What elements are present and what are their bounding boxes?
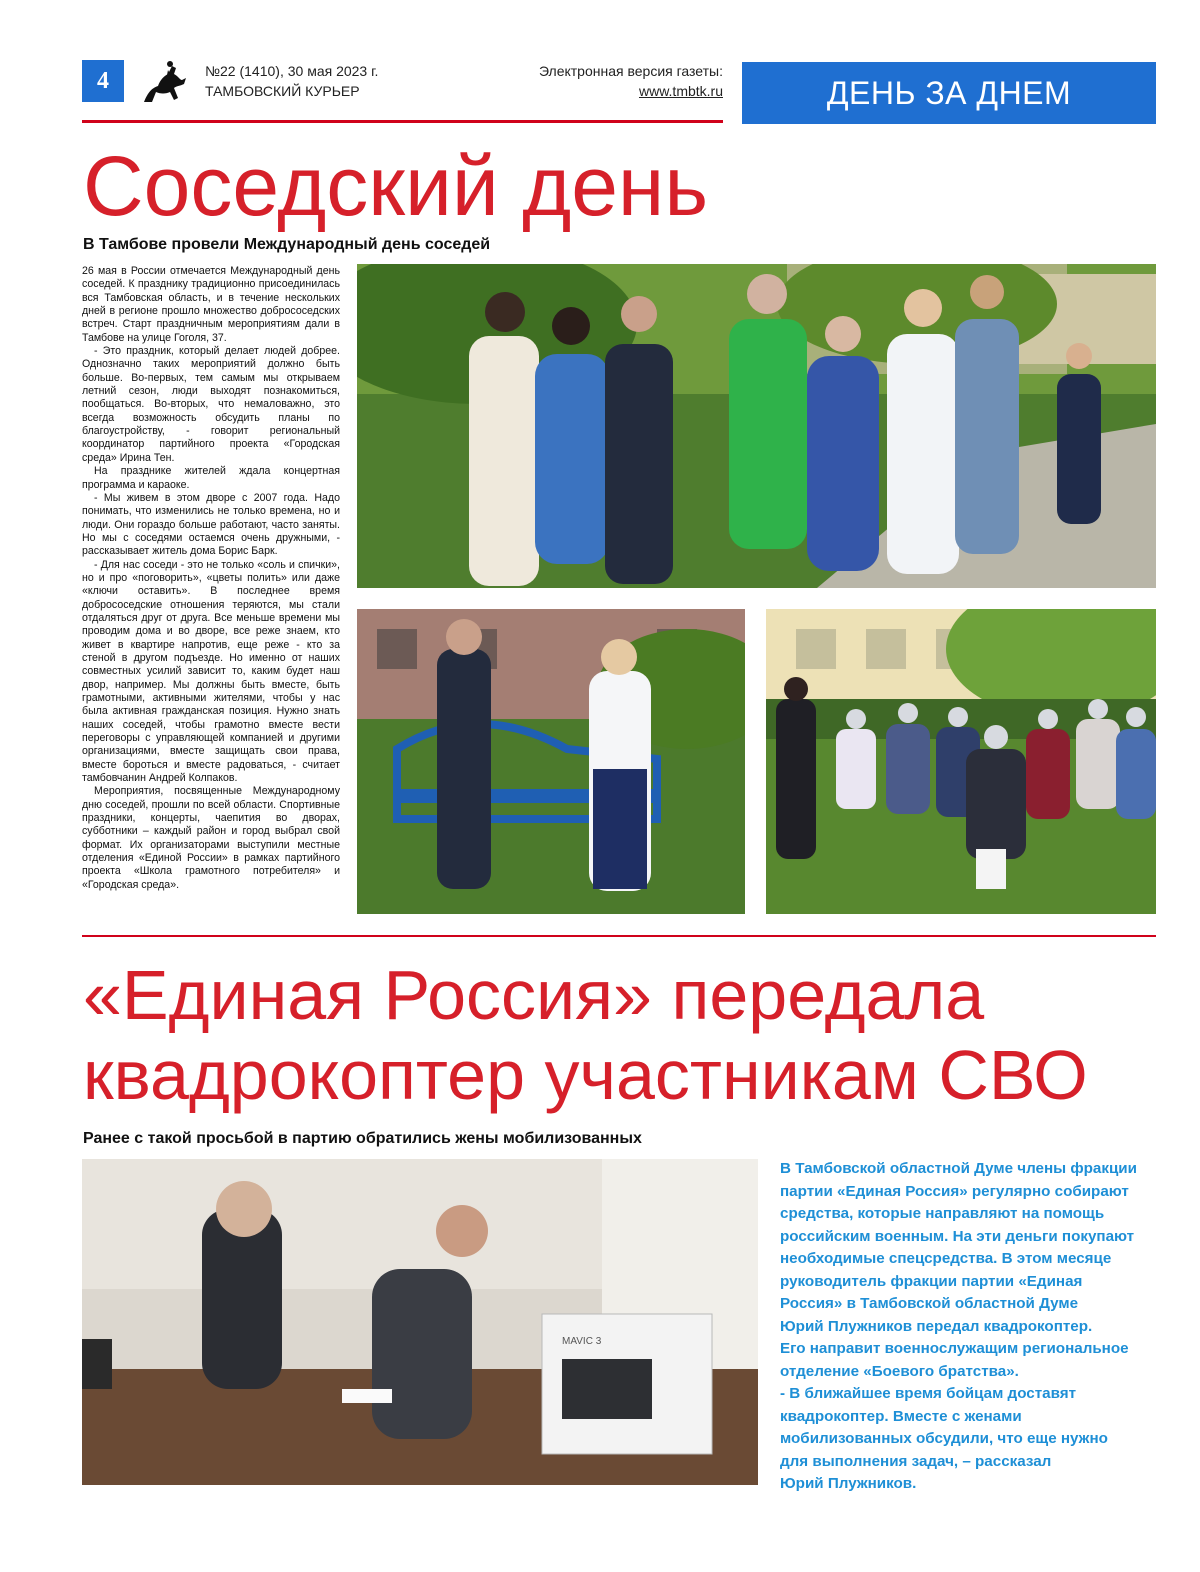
article2-headline-line1: «Единая Россия» передала — [83, 956, 985, 1034]
article2-body-line: Россия» в Тамбовской областной Думе — [780, 1295, 1079, 1312]
article1-paragraph: - Мы живем в этом дворе с 2007 года. Надо понимать, что изменились не только времена, но и люди. Они гораздо больше работают, часто заняты. Но мы с соседями остаемся очень дружными, - рассказывает житель дома Борис Барк. — [82, 491, 340, 558]
article2-body-line: необходимые спецсредства. В этом месяце — [780, 1250, 1112, 1267]
article2-body-line: руководитель фракции партии «Единая — [780, 1272, 1083, 1290]
article1-paragraph: - Это праздник, который делает людей добрее. Однозначно таких мероприятий должно быть больше. Во-первых, тем самым мы открываем летний сезон, люди выходят познакомиться, пообщаться. Во-вторых, что немаловажно, это всегда возможность обсудить планы по благоустройству, - говорит региональный координатор партийного проекта «Городская среда» Ирина Тен. — [82, 345, 340, 464]
article1-paragraph: 26 мая в России отмечается Международный день соседей. К празднику традиционно присоединилась вся Тамбовская область, и в течение нескольких дней в регионе прошло множество добрососедских встреч. Старт праздничным мероприятиям дали в Тамбове на улице Гоголя, 37. — [82, 265, 340, 344]
audience-seated-photo — [766, 609, 1156, 914]
speech-at-bench-photo — [357, 609, 745, 914]
eversion-label: Электронная версия газеты: — [538, 63, 723, 79]
article1-body — [82, 265, 340, 892]
article2-body-line: российским военным. На эти деньги покупают — [780, 1227, 1135, 1245]
section-rubric: ДЕНЬ ЗА ДНЕМ — [742, 62, 1156, 124]
electronic-version — [480, 61, 723, 101]
article2-body-line: средства, которые направляют на помощь — [780, 1205, 1105, 1222]
article1-paragraph: На празднике жителей ждала концертная программа и караоке. — [82, 465, 340, 491]
eversion-link[interactable]: www.tmbtk.ru — [638, 83, 723, 99]
neighbors-group-photo — [357, 264, 1156, 588]
article1-headline: Соседский день — [83, 139, 709, 233]
article1-paragraph: - Для нас соседи - это не только «соль и спички», но и про «поговорить», «цветы полить» или даже «ключи оставить». В последнее время добрососедские отношения теряются, мы стали отдаляться друг от друга. Все меньше времени мы проводим дома и во дворе, все реже знаем, кто живет в квартире напротив, еще реже - кто за стеной в другом подъезде. Но именно от наших совместных усилий зависит то, каким будет наш двор, например. Мы должны быть вместе, быть грамотными, активными жителями, чтобы у нас была активная гражданская позиция. Нужно знать наших соседей, чтобы грамотно вместе вести переговоры с управляющей компанией и другими организациями, вместе защищать свои права, вместе бороться и вместе радоваться, - считает тамбовчанин Андрей Колпаков. — [82, 558, 340, 785]
article2-body — [780, 1158, 1160, 1496]
article2-body-line: квадрокоптер. Вместе с женами — [780, 1407, 1022, 1425]
article2-body-line: отделение «Боевого братства». — [780, 1362, 1019, 1380]
article2-body-line: Юрий Плужников передал квадрокоптер. — [780, 1317, 1093, 1335]
header-rule — [82, 120, 723, 123]
paper-name: ТАМБОВСКИЙ КУРЬЕР — [205, 83, 360, 99]
issue-info — [205, 61, 378, 101]
article1-subtitle: В Тамбове провели Международный день соседей — [83, 236, 491, 253]
article2-body-line: партии «Единая Россия» регулярно собирают — [780, 1182, 1129, 1200]
article2-headline — [83, 955, 1088, 1115]
article2-subtitle: Ранее с такой просьбой в партию обратились жены мобилизованных — [83, 1130, 642, 1147]
horse-rider-logo-icon — [138, 58, 190, 108]
drone-box-label: MAVIC 3 — [562, 1336, 602, 1347]
article2-body-line: - В ближайшее время бойцам доставят — [780, 1385, 1077, 1402]
page-number: 4 — [82, 60, 124, 102]
article2-body-line: Юрий Плужников. — [780, 1475, 917, 1492]
article2-body-line: для выполнения задач, – рассказал — [780, 1452, 1052, 1470]
article-divider — [82, 935, 1156, 937]
article2-body-line: мобилизованных обсудили, что еще нужно — [780, 1430, 1108, 1447]
drone-handover-photo — [82, 1159, 758, 1485]
article2-body-line: Его направит военнослужащим региональное — [780, 1340, 1129, 1357]
article2-body-line: В Тамбовской областной Думе члены фракции — [780, 1160, 1137, 1177]
issue-line: №22 (1410), 30 мая 2023 г. — [205, 63, 379, 79]
article2-headline-line2: квадрокоптер участникам СВО — [83, 1036, 1088, 1114]
article1-paragraph: Мероприятия, посвященные Международному дню соседей, прошли по всей области. Спортивные праздники, концерты, чаепития во дворах, субботники – каждый район и город выбрал свой формат. Их организаторами выступили местные отделения «Единой России» в рамках партийного проекта «Школа грамотного потребителя» и «Городская среда». — [82, 785, 340, 891]
